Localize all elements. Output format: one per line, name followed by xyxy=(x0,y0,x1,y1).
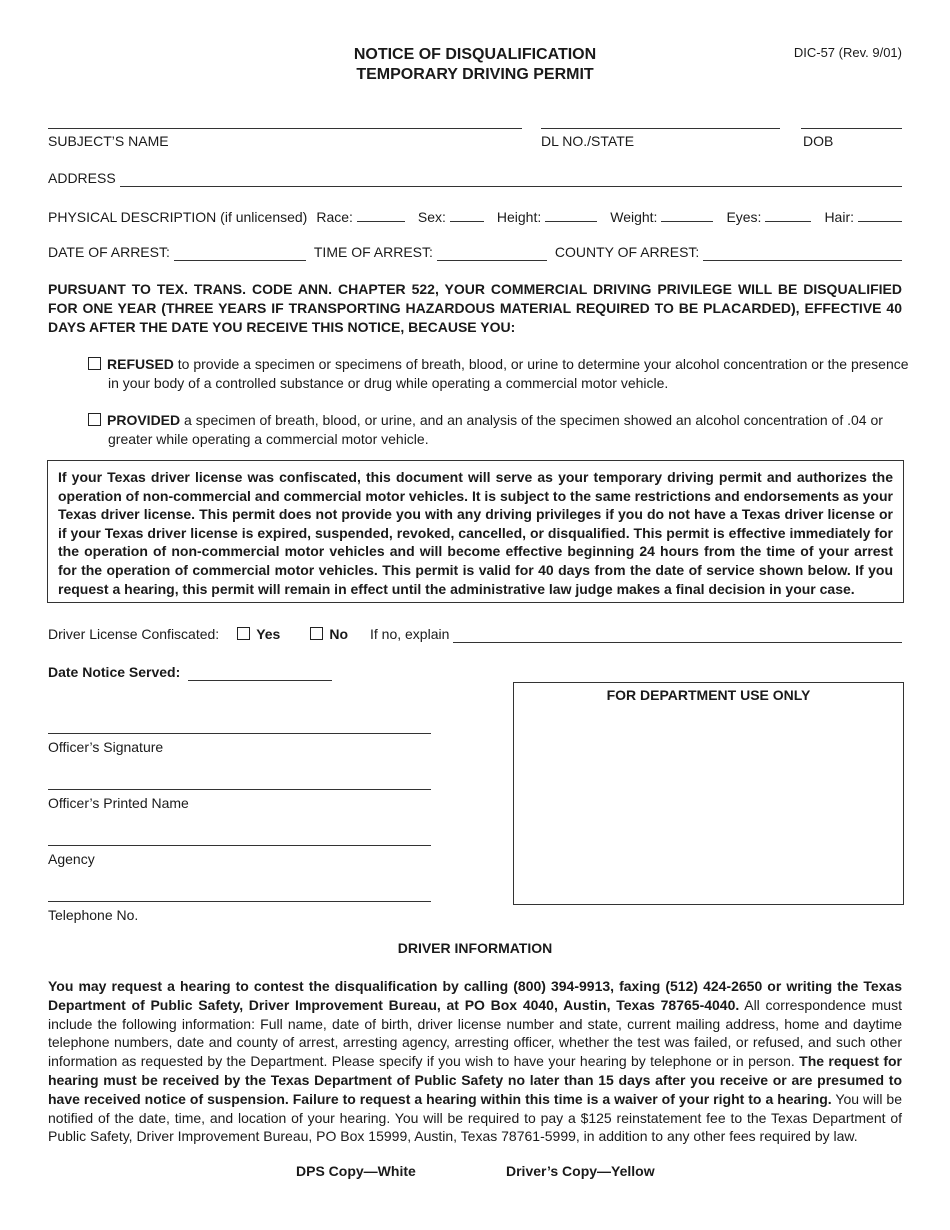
temporary-permit-notice: If your Texas driver license was confiscated, this document will serve as your temporary driving permit and authorizes the operation of non-commercial and commercial motor vehicles. It is subject to the same restrictions and endorsements as your Texas driver license. This permit does not provide you with any driving privileges if you do not have a Texas driver license or if your Texas driver license is expired, suspended, revoked, cancelled, or disqualified. This permit is effective immediately for the operation of non-commercial motor vehicles and will become effective beginning 24 hours from the time of your arrest for the operation of commercial motor vehicles. This permit is valid for 40 days from the date of service shown below. If you request a hearing, this permit will remain in effect until the administrative law judge makes a final decision in your case. xyxy=(47,460,904,603)
correspondence-text: All correspondence must include the following information: Full name, date of birth, driver license number and state, current mailing address, home and daytime telephone numbers, date and county of arrest, arresting agency, arresting officer, whether the test was failed, or refused, and such other information as requested by the Department. Please specify if you wish to have your hearing by telephone or in person. xyxy=(48,996,902,1070)
refused-option xyxy=(88,355,918,393)
driver-information-title: DRIVER INFORMATION xyxy=(397,940,553,956)
address-row xyxy=(48,170,902,187)
driver-information-text xyxy=(48,977,902,1146)
department-use-box xyxy=(513,682,904,905)
subject-name-label: SUBJECT’S NAME xyxy=(48,133,169,149)
telephone-label: Telephone No. xyxy=(48,907,139,923)
address-label: ADDRESS xyxy=(48,170,116,186)
deadline-text: The request for hearing must be received by the Texas Department of Public Safety no later than 15 days after you receive or are presumed to have received notice of suspension. Failure to request a hearing within this time is a waiver of your right to a hearing. xyxy=(48,1053,902,1107)
explain-label: If no, explain xyxy=(370,626,450,642)
weight-field[interactable] xyxy=(661,207,713,222)
department-use-title: FOR DEPARTMENT USE ONLY xyxy=(606,687,811,703)
officer-printed-name-line[interactable] xyxy=(48,789,431,790)
yes-option[interactable] xyxy=(237,626,280,643)
eyes-field[interactable] xyxy=(765,207,811,222)
arrest-date-field[interactable] xyxy=(174,246,306,261)
date-served-label: Date Notice Served: xyxy=(48,664,181,680)
arrest-time-label: TIME OF ARREST: xyxy=(313,244,433,260)
no-label: No xyxy=(329,626,348,642)
physical-description-label: PHYSICAL DESCRIPTION (if unlicensed) xyxy=(48,209,308,225)
provided-label: PROVIDED xyxy=(107,412,181,428)
county-label: COUNTY OF ARREST: xyxy=(554,244,700,260)
date-served-field[interactable] xyxy=(188,666,332,681)
height-field[interactable] xyxy=(545,207,597,222)
license-confiscated-label: Driver License Confiscated: xyxy=(48,626,220,642)
driver-copy-label: Driver’s Copy—Yellow xyxy=(506,1163,655,1179)
dl-number-line[interactable] xyxy=(541,128,780,129)
no-option[interactable] xyxy=(310,626,348,643)
license-confiscated-row xyxy=(48,626,902,643)
agency-label: Agency xyxy=(48,851,95,867)
officer-printed-name-label: Officer’s Printed Name xyxy=(48,795,189,811)
race-label: Race: xyxy=(316,209,353,225)
refused-text: to provide a specimen or specimens of breath, blood, or urine to determine your alcohol concentration or the presence in your body of a controlled substance or drug while operating a commercial motor vehicle. xyxy=(108,356,909,391)
height-label: Height: xyxy=(496,209,542,225)
weight-label: Weight: xyxy=(610,209,658,225)
sex-field[interactable] xyxy=(450,207,484,222)
date-served-row xyxy=(48,664,336,681)
pursuant-statement: PURSUANT TO TEX. TRANS. CODE ANN. CHAPTER 522, YOUR COMMERCIAL DRIVING PRIVILEGE WILL BE DISQUALIFIED FOR ONE YEAR (THREE YEARS IF TRANSPORTING HAZARDOUS MATERIAL REQUIRED TO BE PLACARDED), EFFECTIVE 40 DAYS AFTER THE DATE YOU RECEIVE THIS NOTICE, BECAUSE YOU: xyxy=(48,281,902,335)
subject-name-line[interactable] xyxy=(48,128,522,129)
county-field[interactable] xyxy=(703,246,902,261)
refused-checkbox[interactable] xyxy=(88,357,101,370)
physical-description-row xyxy=(48,207,902,226)
provided-text: a specimen of breath, blood, or urine, and an analysis of the specimen showed an alcohol concentration of .04 or greater while operating a commercial motor vehicle. xyxy=(108,412,883,447)
hair-field[interactable] xyxy=(858,207,902,222)
hearing-request-text: You may request a hearing to contest the disqualification by calling (800) 394-9913, faxing (512) 424-2650 or writing the Texas Department of Public Safety, Driver Improvement Bureau, at PO Box 4040, Austin, Texas 78765-4040. xyxy=(48,978,902,1013)
arrest-date-label: DATE OF ARREST: xyxy=(48,244,170,260)
title-line-1: NOTICE OF DISQUALIFICATION xyxy=(353,46,597,63)
dob-label: DOB xyxy=(803,133,834,149)
yes-checkbox[interactable] xyxy=(237,627,250,640)
telephone-line[interactable] xyxy=(48,901,431,902)
yes-label: Yes xyxy=(256,626,281,642)
officer-signature-line[interactable] xyxy=(48,733,431,734)
reinstatement-text: You will be notified of the date, time, and location of your hearing. You will be required to pay a $125 reinstatement fee to the Texas Department of Public Safety, Driver Improvement Bureau, PO Box 15999, Austin, Texas 78761-5999, in addition to any other fees required by law. xyxy=(48,1090,902,1145)
dl-number-label: DL NO./STATE xyxy=(541,133,635,149)
provided-checkbox[interactable] xyxy=(88,413,101,426)
eyes-label: Eyes: xyxy=(726,209,762,225)
provided-option xyxy=(88,411,918,449)
agency-line[interactable] xyxy=(48,845,431,846)
refused-label: REFUSED xyxy=(107,356,174,372)
hair-label: Hair: xyxy=(824,209,854,225)
form-number: DIC-57 (Rev. 9/01) xyxy=(793,45,902,60)
arrest-time-field[interactable] xyxy=(437,246,547,261)
sex-label: Sex: xyxy=(417,209,446,225)
arrest-row xyxy=(48,244,902,261)
explain-field[interactable] xyxy=(453,628,902,643)
title-line-2: TEMPORARY DRIVING PERMIT xyxy=(356,66,594,83)
no-checkbox[interactable] xyxy=(310,627,323,640)
dps-copy-label: DPS Copy—White xyxy=(296,1163,416,1179)
officer-signature-label: Officer’s Signature xyxy=(48,739,164,755)
dob-line[interactable] xyxy=(801,128,902,129)
race-field[interactable] xyxy=(357,207,405,222)
address-field[interactable] xyxy=(120,172,902,187)
